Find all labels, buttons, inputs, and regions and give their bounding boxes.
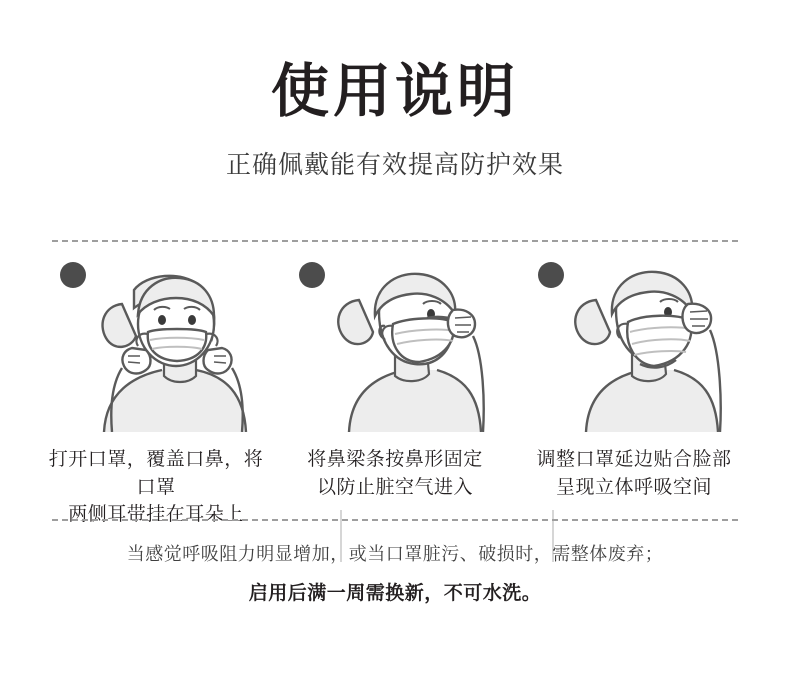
divider-bottom xyxy=(52,519,738,521)
page-subtitle: 正确佩戴能有效提高防护效果 xyxy=(225,150,564,179)
woman-pressing-nose-clip-icon xyxy=(315,252,505,432)
footer-note: 当感觉呼吸阻力明显增加，或当口罩脏污、破损时，需整体废弃； xyxy=(126,544,664,564)
footer-notes xyxy=(0,540,790,605)
step-caption-line1: 将鼻梁条按鼻形固定 xyxy=(307,449,483,470)
step-caption-line2: 呈现立体呼吸空间 xyxy=(555,476,712,498)
step-caption-line2: 两侧耳带挂在耳朵上 xyxy=(68,504,244,526)
step-caption xyxy=(40,446,272,529)
steps-container xyxy=(40,252,750,529)
step-caption xyxy=(307,446,483,501)
step-illustration xyxy=(40,252,272,432)
divider-top xyxy=(52,240,738,242)
step-caption-line1: 打开口罩，覆盖口鼻，将口罩 xyxy=(48,449,264,498)
page-title: 使用说明 xyxy=(270,59,519,124)
step-item xyxy=(40,252,272,529)
step-caption-line2: 以防止脏空气进入 xyxy=(316,476,473,498)
footer-warning: 启用后满一周需换新，不可水洗。 xyxy=(248,583,542,604)
step-illustration xyxy=(279,252,511,432)
step-caption-line1: 调整口罩延边贴合脸部 xyxy=(536,449,732,470)
step-caption xyxy=(536,446,731,501)
step-illustration xyxy=(518,252,750,432)
woman-putting-on-mask-icon xyxy=(76,252,266,432)
step-item xyxy=(518,252,750,529)
step-item xyxy=(279,252,511,529)
woman-adjusting-mask-edge-icon xyxy=(554,252,744,432)
